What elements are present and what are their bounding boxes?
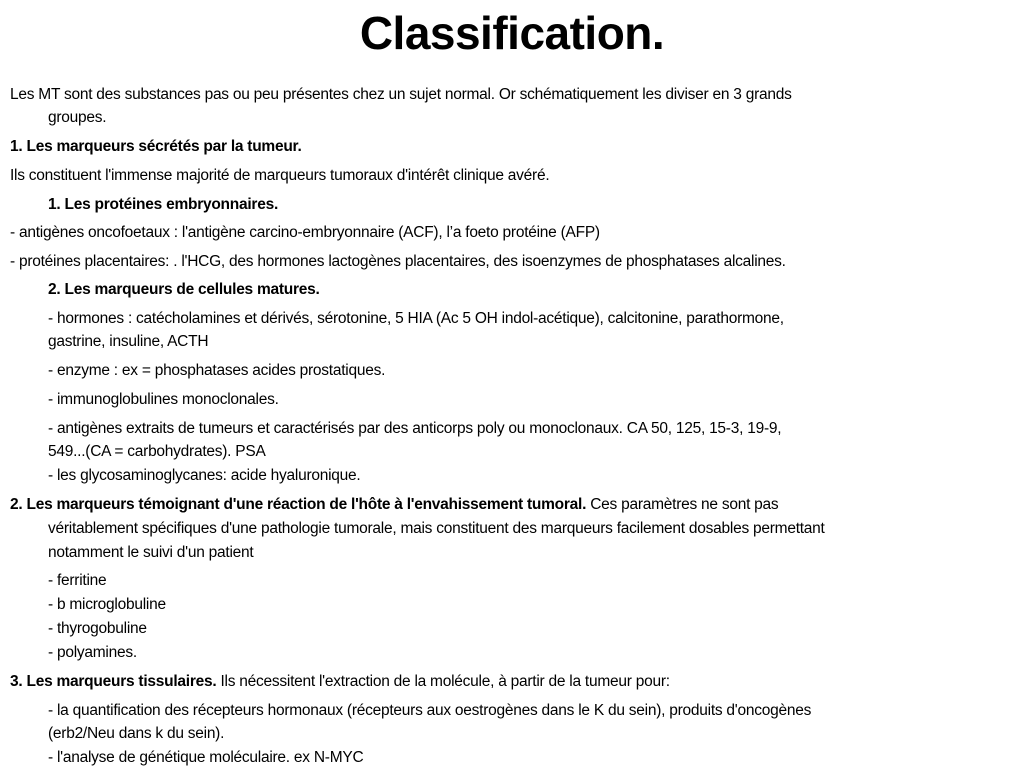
list-item: - ferritine [48, 572, 107, 589]
section-2-text: Ces paramètres ne sont pas [586, 496, 779, 513]
list-item: - la quantification des récepteurs hormonaux (récepteurs aux oestrogènes dans le K du sein), produits d'oncogènes [48, 702, 812, 719]
section-2-text: notamment le suivi d'un patient [48, 544, 254, 561]
list-item: - polyamines. [48, 644, 137, 661]
list-item: (erb2/Neu dans k du sein). [48, 725, 225, 742]
section-2-text: véritablement spécifiques d'une pathologie tumorale, mais constituent des marqueurs facilement dosables permettant [48, 520, 825, 537]
subsection-1-heading: 1. Les protéines embryonnaires. [48, 196, 279, 213]
list-item: - hormones : catécholamines et dérivés, sérotonine, 5 HIA (Ac 5 OH indol-acétique), calcitonine, parathormone, [48, 310, 784, 327]
list-item: - l'analyse de génétique moléculaire. ex N-MYC [48, 749, 364, 766]
intro-line: groupes. [48, 109, 107, 126]
list-item: gastrine, insuline, ACTH [48, 333, 209, 350]
list-item: - antigènes oncofoetaux : l'antigène carcino-embryonnaire (ACF), l’a foeto protéine (AFP) [10, 224, 600, 241]
list-item: - protéines placentaires: . l'HCG, des hormones lactogènes placentaires, des isoenzymes de phosphatases alcalines. [10, 253, 786, 270]
list-item: - b microglobuline [48, 596, 166, 613]
section-3-first-line [10, 672, 670, 692]
section-1-heading: 1. Les marqueurs sécrétés par la tumeur. [10, 138, 302, 155]
section-2-heading: 2. Les marqueurs témoignant d'une réaction de l'hôte à l'envahissement tumoral. [10, 496, 587, 513]
slide-title: Classification. [359, 7, 665, 59]
section-2-first-line [10, 495, 778, 515]
list-item: 549...(CA = carbohydrates). PSA [48, 443, 266, 460]
section-3-text: Ils nécessitent l'extraction de la molécule, à partir de la tumeur pour: [216, 673, 670, 690]
list-item: - enzyme : ex = phosphatases acides prostatiques. [48, 362, 386, 379]
intro-line: Les MT sont des substances pas ou peu présentes chez un sujet normal. Or schématiquement les diviser en 3 grands [10, 86, 792, 103]
list-item: - thyrogobuline [48, 620, 147, 637]
list-item: - antigènes extraits de tumeurs et caractérisés par des anticorps poly ou monoclonaux. CA 50, 125, 15-3, 19-9, [48, 420, 782, 437]
list-item: - les glycosaminoglycanes: acide hyaluronique. [48, 467, 361, 484]
section-1-text: Ils constituent l'immense majorité de marqueurs tumoraux d'intérêt clinique avéré. [10, 167, 550, 184]
list-item: - immunoglobulines monoclonales. [48, 391, 279, 408]
subsection-2-heading: 2. Les marqueurs de cellules matures. [48, 281, 320, 298]
section-3-heading: 3. Les marqueurs tissulaires. [10, 673, 217, 690]
